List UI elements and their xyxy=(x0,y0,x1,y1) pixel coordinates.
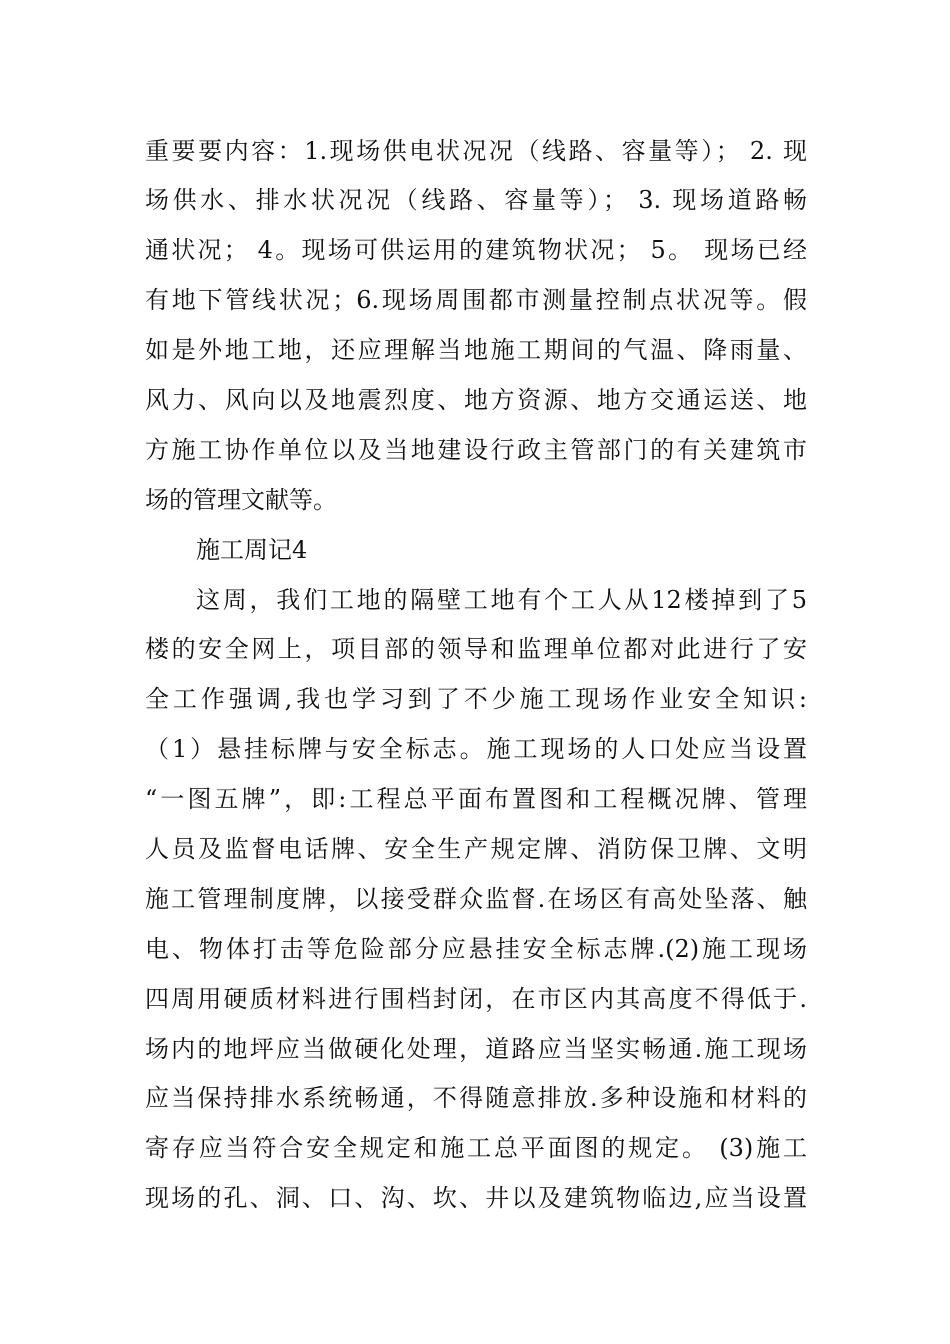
text-line: 这周，我们工地的隔壁工地有个工人从12楼掉到了5 xyxy=(196,586,807,614)
text-line: 如是外地工地，还应理解当地施工期间的气温、降雨量、 xyxy=(145,336,807,364)
text-line: 有地下管线状况；6.现场周围都市测量控制点状况等。假 xyxy=(145,286,807,314)
text-line: 通状况； 4。现场可供运用的建筑物状况； 5。 现场已经 xyxy=(145,236,807,264)
text-line: 场的管理文献等。 xyxy=(145,486,337,514)
text-line: 楼的安全网上，项目部的领导和监理单位都对此进行了安 xyxy=(145,635,807,663)
text-line: “一图五牌”，即:工程总平面布置图和工程概况牌、管理 xyxy=(145,785,807,813)
text-line: 寄存应当符合安全规定和施工总平面图的规定。 (3)施工 xyxy=(145,1134,807,1162)
text-line: 全工作强调,我也学习到了不少施工现场作业安全知识: xyxy=(145,685,807,713)
text-line: 人员及监督电话牌、安全生产规定牌、消防保卫牌、文明 xyxy=(145,835,807,863)
text-line: 重要要内容：1.现场供电状况况（线路、容量等）； 2. 现 xyxy=(145,137,807,165)
text-line: 施工管理制度牌，以接受群众监督.在场区有高处坠落、触 xyxy=(145,885,807,913)
text-line: （1）悬挂标牌与安全标志。施工现场的人口处应当设置 xyxy=(145,735,807,763)
text-line: 风力、风向以及地震烈度、地方资源、地方交通运送、地 xyxy=(145,386,807,414)
text-line: 应当保持排水系统畅通，不得随意排放.多种设施和材料的 xyxy=(145,1084,807,1112)
text-line: 电、物体打击等危险部分应悬挂安全标志牌.(2)施工现场 xyxy=(145,935,807,963)
text-line: 方施工协作单位以及当地建设行政主管部门的有关建筑市 xyxy=(145,436,807,464)
text-line: 现场的孔、洞、口、沟、坎、井以及建筑物临边,应当设置 xyxy=(145,1184,807,1212)
section-heading: 施工周记4 xyxy=(196,536,308,564)
text-line: 场供水、排水状况况（线路、容量等）； 3. 现场道路畅 xyxy=(145,186,807,214)
text-line: 场内的地坪应当做硬化处理，道路应当坚实畅通.施工现场 xyxy=(145,1035,807,1063)
text-line: 四周用硬质材料进行围档封闭，在市区内其高度不得低于. xyxy=(145,985,807,1013)
